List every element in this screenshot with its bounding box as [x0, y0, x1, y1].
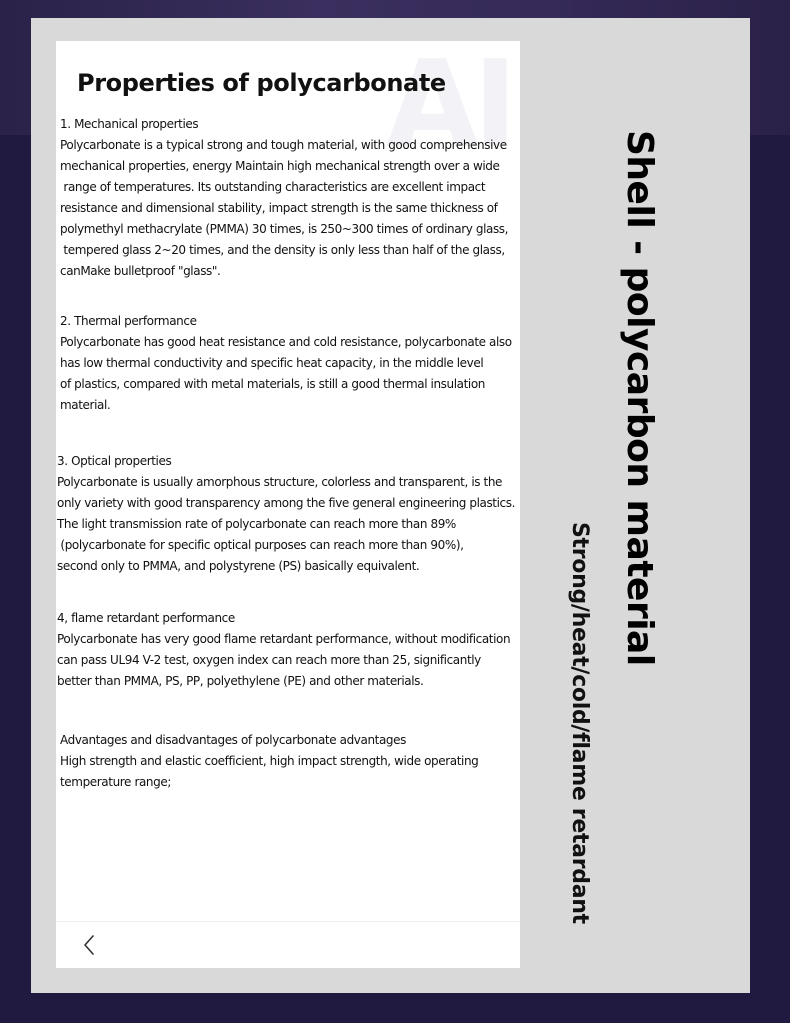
section-heading: 2. Thermal performance	[60, 314, 197, 328]
section-heading: 4, flame retardant performance	[57, 611, 235, 625]
paragraph-line: polymethyl methacrylate (PMMA) 30 times, is 250~300 times of ordinary glass,	[60, 222, 509, 236]
paragraph-line: Polycarbonate is usually amorphous structure, colorless and transparent, is the	[57, 475, 503, 489]
watermark-logo: AI	[386, 41, 512, 175]
paragraph-line: mechanical properties, energy Maintain high mechanical strength over a wide	[60, 159, 500, 173]
paragraph-line: High strength and elastic coefficient, high impact strength, wide operating	[60, 754, 479, 768]
paragraph-line: only variety with good transparency among the five general engineering plastics.	[57, 496, 516, 510]
paragraph-line: Polycarbonate has good heat resistance and cold resistance, polycarbonate also	[60, 335, 512, 349]
document-title: Properties of polycarbonate	[77, 69, 446, 97]
paragraph-line: The light transmission rate of polycarbonate can reach more than 89%	[57, 517, 456, 531]
paragraph-line: Polycarbonate has very good flame retardant performance, without modification	[57, 632, 511, 646]
paragraph-line: canMake bulletproof "glass".	[60, 264, 221, 278]
section-mechanical	[60, 114, 508, 282]
side-title: Shell - polycarbon material	[619, 130, 660, 666]
paragraph-line: tempered glass 2~20 times, and the density is only less than half of the glass,	[60, 243, 505, 257]
paragraph-line: can pass UL94 V-2 test, oxygen index can reach more than 25, significantly	[57, 653, 481, 667]
paragraph-line: material.	[60, 398, 111, 412]
paragraph-line: second only to PMMA, and polystyrene (PS) basically equivalent.	[57, 559, 420, 573]
paragraph-line: has low thermal conductivity and specific heat capacity, in the middle level	[60, 356, 484, 370]
footer-divider	[56, 921, 520, 922]
document-card	[56, 41, 520, 968]
section-advantages	[60, 730, 478, 793]
paragraph-line: better than PMMA, PS, PP, polyethylene (PE) and other materials.	[57, 674, 424, 688]
section-heading: Advantages and disadvantages of polycarbonate advantages	[60, 733, 406, 747]
section-thermal	[60, 311, 512, 416]
paragraph-line: Polycarbonate is a typical strong and tough material, with good comprehensive	[60, 138, 507, 152]
paragraph-line: range of temperatures. Its outstanding characteristics are excellent impact	[60, 180, 486, 194]
paragraph-line: of plastics, compared with metal materials, is still a good thermal insulation	[60, 377, 486, 391]
paragraph-line: temperature range;	[60, 775, 171, 789]
back-button[interactable]	[78, 931, 102, 961]
paragraph-line: (polycarbonate for specific optical purposes can reach more than 90%),	[57, 538, 464, 552]
section-heading: 3. Optical properties	[57, 454, 172, 468]
paragraph-line: resistance and dimensional stability, impact strength is the same thickness of	[60, 201, 498, 215]
section-optical	[57, 451, 515, 577]
side-subtitle: Strong/heat/cold/flame retardant	[567, 522, 592, 924]
chevron-left-icon	[78, 931, 102, 961]
section-flame-retardant	[57, 608, 510, 692]
section-heading: 1. Mechanical properties	[60, 117, 199, 131]
